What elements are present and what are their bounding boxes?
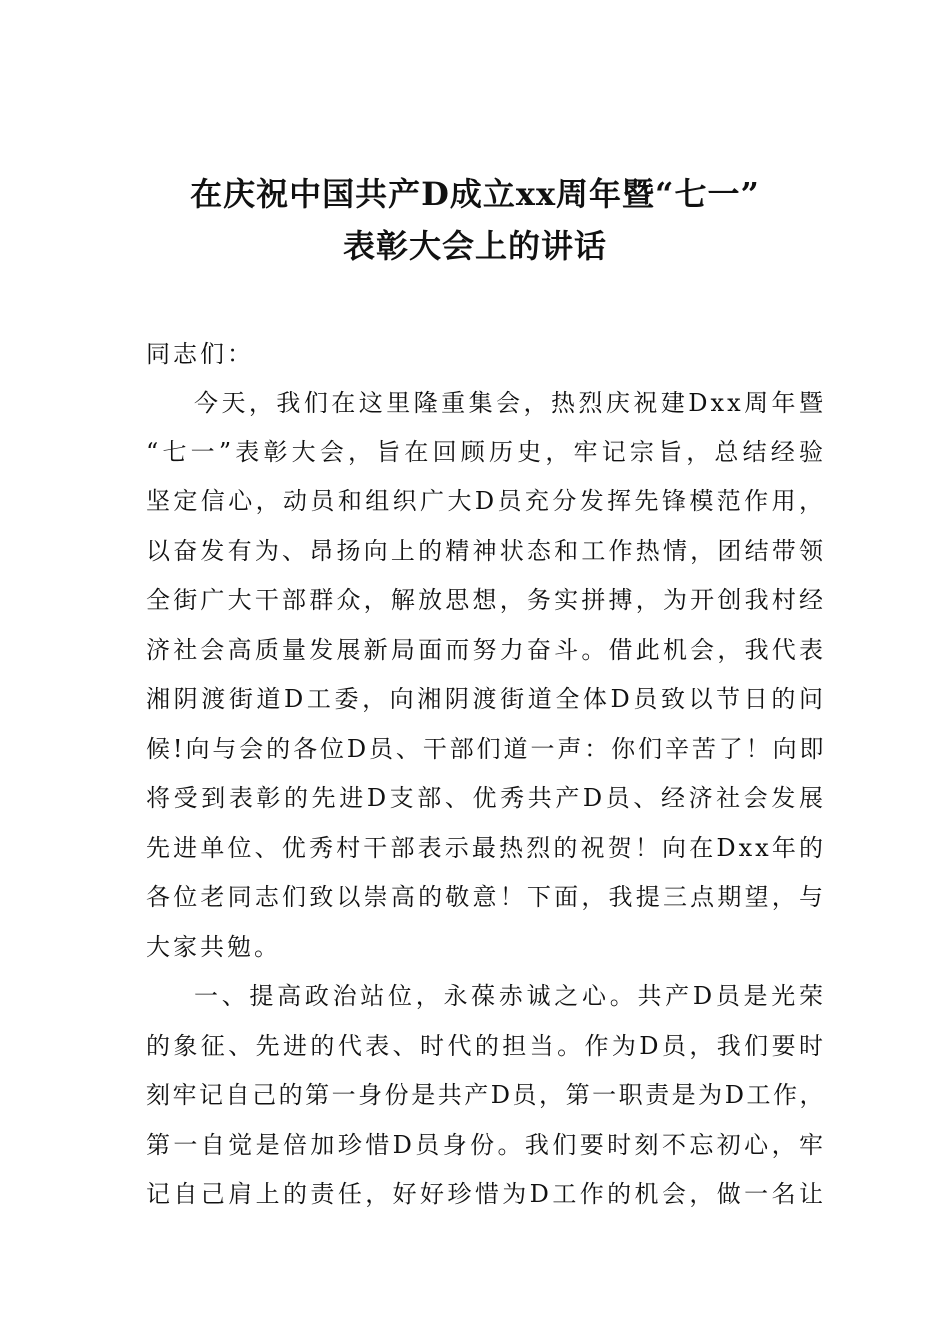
body-line: 的象征、先进的代表、时代的担当。作为D员，我们要时	[146, 1032, 826, 1060]
body-line: 济社会高质量发展新局面而努力奋斗。借此机会，我代表	[146, 636, 826, 664]
salutation: 同志们：	[146, 340, 254, 368]
document-title	[100, 168, 850, 272]
body-line: 今天，我们在这里隆重集会，热烈庆祝建Dxx周年暨	[194, 389, 826, 417]
body-line: 大家共勉。	[146, 933, 281, 961]
body-line: 刻牢记自己的第一身份是共产D员，第一职责是为D工作，	[146, 1081, 826, 1109]
section-heading-line: 一、提高政治站位，永葆赤诚之心。共产D员是光荣	[194, 982, 826, 1010]
title-line-2: 表彰大会上的讲话	[342, 227, 607, 265]
body-line: 候!向与会的各位D员、干部们道一声：你们辛苦了！向即	[146, 735, 826, 763]
body-line: 各位老同志们致以崇高的敬意！下面，我提三点期望，与	[146, 883, 826, 911]
body-line: 湘阴渡街道D工委，向湘阴渡街道全体D员致以节日的问	[146, 685, 826, 713]
body-line: 坚定信心，动员和组织广大D员充分发挥先锋模范作用，	[146, 487, 826, 515]
body-line: 以奋发有为、昂扬向上的精神状态和工作热情，团结带领	[146, 537, 826, 565]
body-line: 先进单位、优秀村干部表示最热烈的祝贺！向在Dxx年的	[146, 834, 826, 862]
body-line: 将受到表彰的先进D支部、优秀共产D员、经济社会发展	[146, 784, 826, 812]
title-line-1: 在庆祝中国共产D成立xx周年暨“七一”	[190, 175, 760, 213]
body-line: “七一”表彰大会，旨在回顾历史，牢记宗旨，总结经验	[146, 438, 826, 466]
body-line: 第一自觉是倍加珍惜D员身份。我们要时刻不忘初心，牢	[146, 1131, 826, 1159]
body-line: 记自己肩上的责任，好好珍惜为D工作的机会，做一名让	[146, 1180, 826, 1208]
body-line: 全街广大干部群众，解放思想，务实拼搏，为开创我村经	[146, 586, 826, 614]
